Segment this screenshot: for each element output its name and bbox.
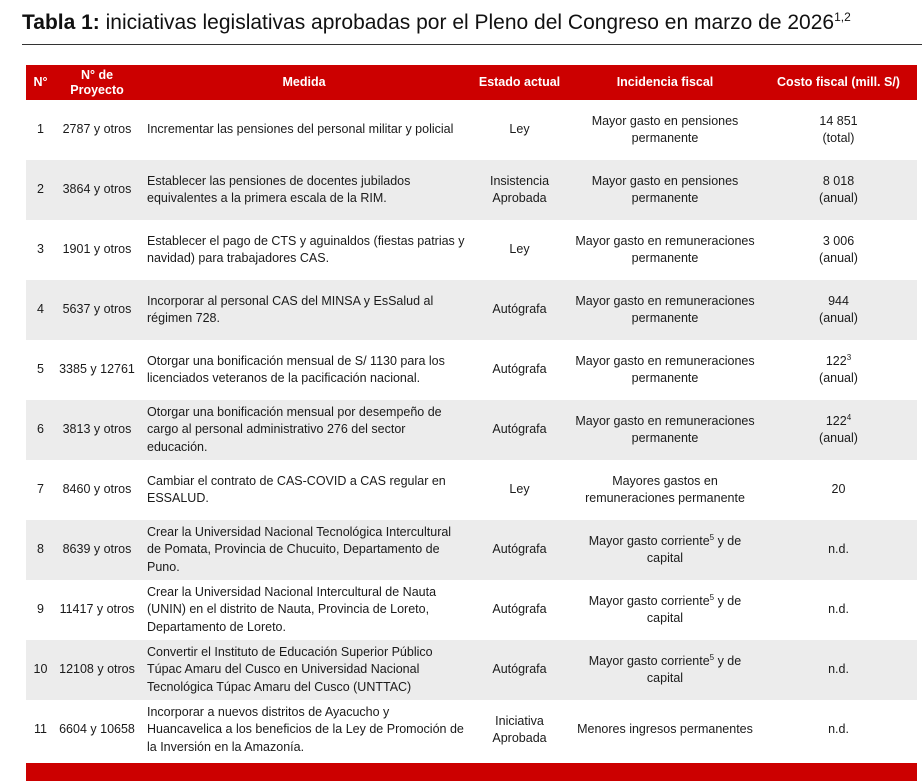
cell-num: 4 [26, 280, 55, 340]
cell-num: 7 [26, 460, 55, 520]
cell-costo [760, 580, 917, 640]
cell-incidencia [570, 580, 760, 640]
costo-note: (anual) [819, 251, 858, 265]
costo-value: n.d. [828, 542, 849, 557]
costo-value: n.d. [828, 602, 849, 617]
cell-num: 8 [26, 520, 55, 580]
header-medida: Medida [139, 65, 469, 100]
cell-num: 1 [26, 100, 55, 160]
costo-value: 8 018 [822, 173, 855, 188]
cell-medida: Incrementar las pensiones del personal militar y policial [139, 100, 469, 160]
cell-incidencia [570, 100, 760, 160]
table-row [26, 640, 917, 700]
cell-medida: Otorgar una bonificación mensual por desempeño de cargo al personal administrativo 276 del sector educación. [139, 400, 469, 460]
table-header-row [26, 65, 917, 100]
cell-costo [760, 340, 917, 400]
cell-estado: Autógrafa [469, 340, 570, 400]
header-incidencia: Incidencia fiscal [570, 65, 760, 100]
cell-costo [760, 160, 917, 220]
cell-num: 2 [26, 160, 55, 220]
cell-incidencia [570, 400, 760, 460]
cell-num: 3 [26, 220, 55, 280]
costo-footnote: 3 [846, 352, 852, 362]
incidencia-text: Mayor gasto corriente [588, 533, 710, 548]
cell-estado: Autógrafa [469, 640, 570, 700]
header-costo: Costo fiscal (mill. S/) [760, 65, 917, 100]
initiatives-table [26, 65, 917, 760]
cell-costo [760, 700, 917, 760]
table-row [26, 520, 917, 580]
cell-estado: Iniciativa Aprobada [469, 700, 570, 760]
cell-medida: Crear la Universidad Nacional Tecnológica Intercultural de Pomata, Provincia de Chucuito, Departamento de Puno. [139, 520, 469, 580]
table-row [26, 340, 917, 400]
header-estado: Estado actual [469, 65, 570, 100]
table-row [26, 400, 917, 460]
cell-incidencia [570, 160, 760, 220]
incidencia-text: Mayor gasto en remuneraciones permanente [575, 233, 755, 265]
cell-proyecto: 3385 y 12761 [55, 340, 139, 400]
costo-note: (anual) [819, 311, 858, 325]
cell-costo [760, 460, 917, 520]
costo-value: 944 [828, 293, 849, 308]
incidencia-text: Mayor gasto corriente [588, 593, 710, 608]
cell-costo [760, 640, 917, 700]
cell-costo [760, 220, 917, 280]
costo-note: (anual) [819, 431, 858, 445]
table-row [26, 460, 917, 520]
incidencia-tail: y de capital [646, 653, 742, 685]
costo-note: (total) [822, 131, 855, 145]
incidencia-text: Mayor gasto en pensiones permanente [591, 173, 739, 205]
cell-estado: Insistencia Aprobada [469, 160, 570, 220]
cell-num: 10 [26, 640, 55, 700]
cell-proyecto: 11417 y otros [55, 580, 139, 640]
cell-incidencia [570, 640, 760, 700]
cell-num: 11 [26, 700, 55, 760]
costo-value: n.d. [828, 722, 849, 737]
cell-estado: Autógrafa [469, 580, 570, 640]
cell-proyecto: 1901 y otros [55, 220, 139, 280]
cell-proyecto: 8460 y otros [55, 460, 139, 520]
table-row [26, 280, 917, 340]
cell-proyecto: 6604 y 10658 [55, 700, 139, 760]
cell-proyecto: 12108 y otros [55, 640, 139, 700]
cell-incidencia [570, 460, 760, 520]
incidencia-tail: y de capital [646, 533, 742, 565]
costo-footnote: 4 [846, 412, 852, 422]
cell-estado: Autógrafa [469, 280, 570, 340]
cell-costo [760, 280, 917, 340]
cell-costo [760, 520, 917, 580]
cell-incidencia [570, 700, 760, 760]
incidencia-text: Menores ingresos permanentes [577, 722, 753, 737]
table-row [26, 100, 917, 160]
table-row [26, 220, 917, 280]
costo-value: 122 [825, 413, 847, 428]
cell-proyecto: 8639 y otros [55, 520, 139, 580]
table-row [26, 580, 917, 640]
cell-estado: Autógrafa [469, 520, 570, 580]
costo-value: 3 006 [822, 233, 855, 248]
incidencia-footnote: 5 [709, 652, 715, 662]
table-footer-bar [26, 763, 917, 781]
incidencia-tail: y de capital [646, 593, 742, 625]
cell-costo [760, 100, 917, 160]
cell-proyecto: 2787 y otros [55, 100, 139, 160]
table-row [26, 700, 917, 760]
cell-incidencia [570, 520, 760, 580]
cell-estado: Ley [469, 220, 570, 280]
header-proyecto: N° de Proyecto [55, 65, 139, 100]
table-title-footnote: 1,2 [834, 10, 851, 24]
costo-note: (anual) [819, 191, 858, 205]
incidencia-text: Mayor gasto en remuneraciones permanente [575, 413, 755, 445]
table-title-label: Tabla 1: [22, 11, 100, 34]
cell-num: 6 [26, 400, 55, 460]
incidencia-text: Mayores gastos en remuneraciones permanente [585, 473, 745, 505]
cell-estado: Ley [469, 460, 570, 520]
cell-incidencia [570, 280, 760, 340]
incidencia-footnote: 5 [709, 532, 715, 542]
incidencia-text: Mayor gasto en pensiones permanente [591, 113, 739, 145]
incidencia-text: Mayor gasto en remuneraciones permanente [575, 293, 755, 325]
costo-value: 20 [831, 482, 846, 497]
cell-num: 5 [26, 340, 55, 400]
cell-medida: Establecer el pago de CTS y aguinaldos (fiestas patrias y navidad) para trabajadores CAS. [139, 220, 469, 280]
cell-proyecto: 3864 y otros [55, 160, 139, 220]
cell-medida: Establecer las pensiones de docentes jubilados equivalentes a la primera escala de la RIM. [139, 160, 469, 220]
incidencia-text: Mayor gasto corriente [588, 653, 710, 668]
cell-medida: Crear la Universidad Nacional Intercultural de Nauta (UNIN) en el distrito de Nauta, Provincia de Loreto, Departamento de Loreto. [139, 580, 469, 640]
cell-proyecto: 3813 y otros [55, 400, 139, 460]
table-row [26, 160, 917, 220]
cell-medida: Cambiar el contrato de CAS-COVID a CAS regular en ESSALUD. [139, 460, 469, 520]
cell-estado: Autógrafa [469, 400, 570, 460]
cell-estado: Ley [469, 100, 570, 160]
header-num: N° [26, 65, 55, 100]
cell-medida: Incorporar al personal CAS del MINSA y EsSalud al régimen 728. [139, 280, 469, 340]
cell-costo [760, 400, 917, 460]
costo-value: n.d. [828, 662, 849, 677]
table-title [22, 11, 902, 35]
cell-num: 9 [26, 580, 55, 640]
cell-medida: Incorporar a nuevos distritos de Ayacucho y Huancavelica a los beneficios de la Ley de Promoción de la Inversión en la Amazonía. [139, 700, 469, 760]
cell-medida: Otorgar una bonificación mensual de S/ 1130 para los licenciados veteranos de la pacificación nacional. [139, 340, 469, 400]
costo-value: 122 [825, 353, 847, 368]
incidencia-text: Mayor gasto en remuneraciones permanente [575, 353, 755, 385]
cell-medida: Convertir el Instituto de Educación Superior Público Túpac Amaru del Cusco en Universidad Nacional Tecnológica Túpac Amaru del Cusco (UNTTAC) [139, 640, 469, 700]
title-divider [22, 44, 922, 45]
cell-incidencia [570, 340, 760, 400]
cell-incidencia [570, 220, 760, 280]
costo-value: 14 851 [819, 113, 858, 128]
table-title-text: iniciativas legislativas aprobadas por el Pleno del Congreso en marzo de 2026 [99, 11, 835, 34]
cell-proyecto: 5637 y otros [55, 280, 139, 340]
costo-note: (anual) [819, 371, 858, 385]
incidencia-footnote: 5 [709, 592, 715, 602]
